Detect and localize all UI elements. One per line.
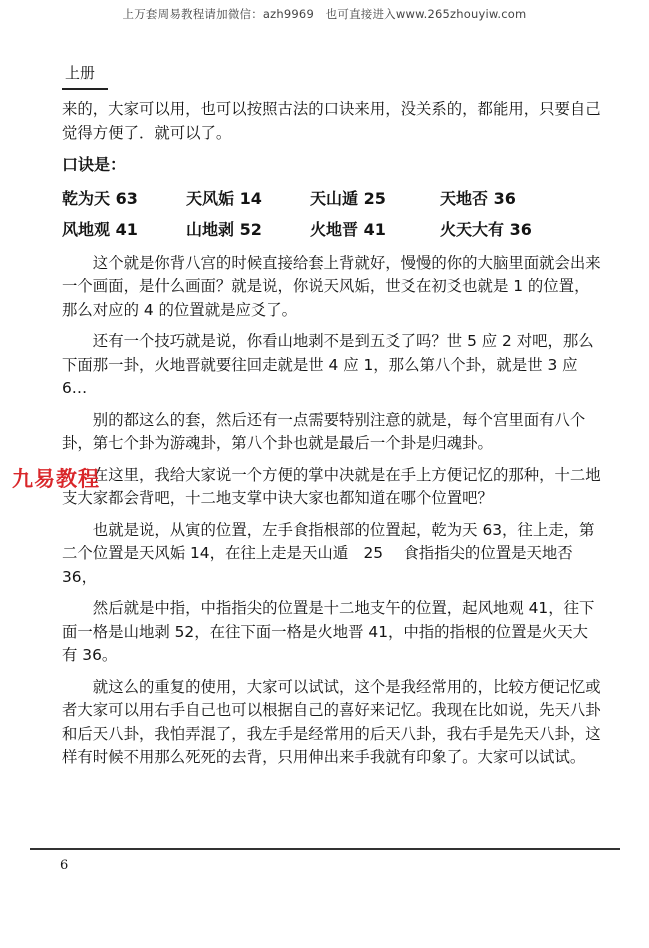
body-text bbox=[62, 98, 602, 770]
paragraph: 就这么的重复的使用，大家可以试试，这个是我经常用的，比较方便记忆或者大家可以用右手自己也可以根据自己的喜好来记忆。我现在比如说，先天八卦和后天八卦，我怕弄混了，我左手是经常用的后天八卦，我右手是先天八卦，这样有时候不用那么死死的去背，只用伸出来手我就有印象了。大家可以试试。 bbox=[62, 677, 601, 766]
paragraph: 别的都这么的套，然后还有一点需要特别注意的就是，每个宫里面有八个卦，第七个卦为游魂卦，第八个卦也就是最后一个卦是归魂卦。 bbox=[62, 410, 586, 452]
paragraph: 还有一个技巧就是说，你看山地剥不是到五爻了吗？世 5 应 2 对吧，那么下面那一卦，火地晋就要往回走就是世 4 应 1，那么第八个卦，就是世 3 应 6… bbox=[62, 332, 594, 397]
footer-rule bbox=[30, 848, 620, 850]
gua-list bbox=[62, 187, 602, 242]
paragraph: 这个就是你背八宫的时候直接给套上背就好，慢慢的你的大脑里面就会出来一个画面，是什么画面？就是说，你说天风姤，世爻在初爻也就是 1 的位置，那么对应的 4 的位置就是应爻了。 bbox=[62, 253, 601, 319]
paragraph: 在这里，我给大家说一个方便的掌中决就是在手上方便记忆的那种，十二地支大家都会背吧，十二地支掌中诀大家也都知道在哪个位置吧？ bbox=[62, 465, 601, 507]
gua-item: 风地观 41 bbox=[62, 220, 138, 239]
gua-item: 天风姤 14 bbox=[186, 188, 262, 208]
gua-item: 火天大有 36 bbox=[440, 220, 532, 239]
page-number: 6 bbox=[60, 858, 69, 873]
section-label: 上册 bbox=[65, 64, 96, 82]
gua-item: 乾为天 63 bbox=[62, 188, 138, 208]
gua-item: 火地晋 41 bbox=[310, 220, 386, 239]
top-banner: 上万套周易教程请加微信：azh9969 也可直接进入www.265zhouyiw.com bbox=[122, 7, 527, 21]
paragraph: 然后就是中指，中指指尖的位置是十二地支午的位置，起风地观 41，往下面一格是山地剥 52，在往下面一格是火地晋 41，中指的指根的位置是火天大有 36。 bbox=[62, 599, 595, 664]
paragraph: 也就是说，从寅的位置，左手食指根部的位置起，乾为天 63，往上走，第二个位置是天风姤 14，在往上走是天山遁 25 食指指尖的位置是天地否 36， bbox=[62, 520, 595, 586]
mnemonic-heading: 口诀是： bbox=[62, 155, 127, 174]
gua-item: 天地否 36 bbox=[440, 188, 516, 208]
watermark-logo: 九易教程 bbox=[12, 467, 100, 491]
section-underline bbox=[62, 88, 108, 90]
intro-paragraph: 来的，大家可以用，也可以按照古法的口诀来用，没关系的，都能用，只要自己觉得方便了．就可以了。 bbox=[62, 100, 601, 142]
gua-item: 山地剥 52 bbox=[186, 220, 262, 239]
gua-item: 天山遁 25 bbox=[310, 188, 386, 208]
